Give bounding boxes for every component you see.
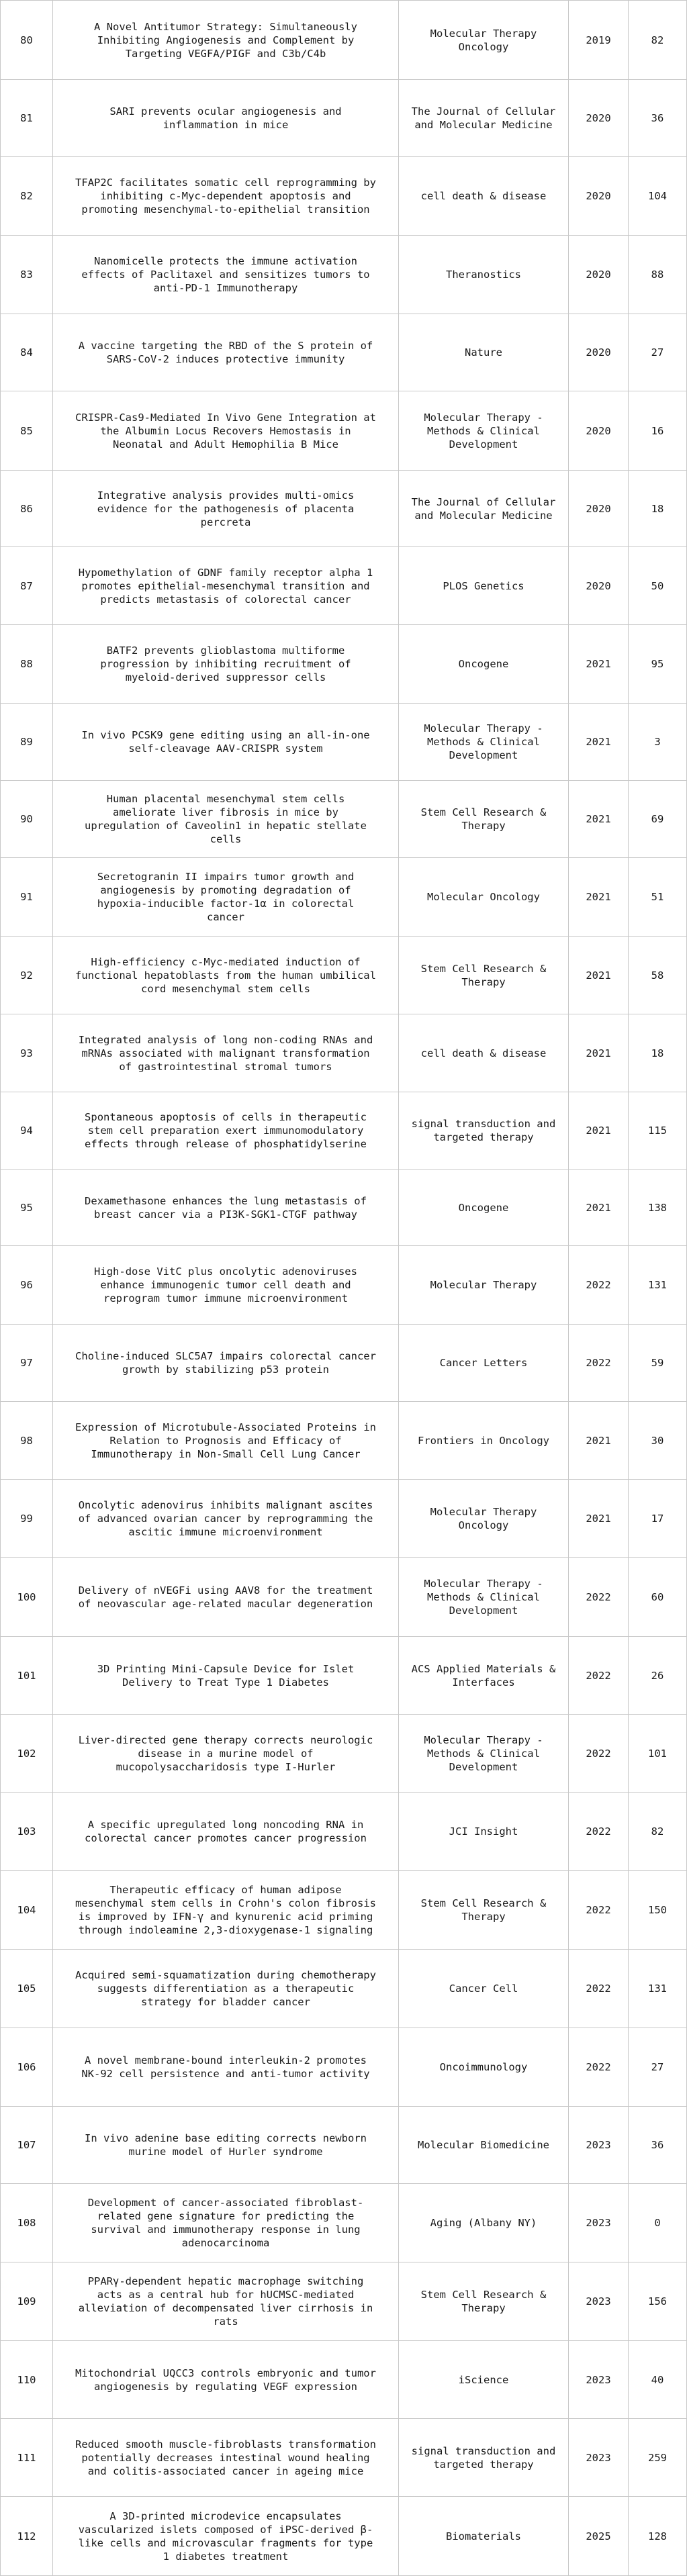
- table-row: [1, 1558, 687, 1637]
- row-number: 105: [1, 1950, 53, 2028]
- row-number: 85: [1, 391, 53, 470]
- citation-count: 115: [629, 1092, 687, 1169]
- journal-name: Stem Cell Research & Therapy: [399, 1871, 569, 1949]
- paper-title: Hypomethylation of GDNF family receptor alpha 1 promotes epithelial-mesenchymal transition and predicts metastasis of colorectal cancer: [53, 547, 399, 624]
- row-number: 90: [1, 781, 53, 857]
- publication-year: 2021: [569, 1092, 629, 1169]
- citation-count: 82: [629, 1793, 687, 1870]
- table-row: [1, 1, 687, 80]
- citation-count: 36: [629, 80, 687, 156]
- citation-count: 59: [629, 1325, 687, 1401]
- citation-count: 104: [629, 157, 687, 235]
- journal-name: signal transduction and targeted therapy: [399, 2419, 569, 2496]
- row-number: 98: [1, 1402, 53, 1479]
- journal-name: cell death & disease: [399, 157, 569, 235]
- publication-year: 2022: [569, 1715, 629, 1792]
- publication-year: 2020: [569, 157, 629, 235]
- row-number: 101: [1, 1637, 53, 1714]
- row-number: 95: [1, 1170, 53, 1245]
- table-row: [1, 2262, 687, 2341]
- paper-title: Development of cancer-associated fibroblast- related gene signature for predicting the survival and immunotherapy response in lung adenocarcinoma: [53, 2184, 399, 2262]
- row-number: 103: [1, 1793, 53, 1870]
- table-row: [1, 2184, 687, 2262]
- paper-title: BATF2 prevents glioblastoma multiforme progression by inhibiting recruitment of myeloid-derived suppressor cells: [53, 625, 399, 703]
- publication-year: 2023: [569, 2262, 629, 2340]
- row-number: 109: [1, 2262, 53, 2340]
- journal-name: Cancer Letters: [399, 1325, 569, 1401]
- paper-title: Nanomicelle protects the immune activation effects of Paclitaxel and sensitizes tumors to anti-PD-1 Immunotherapy: [53, 236, 399, 314]
- citation-count: 27: [629, 2028, 687, 2106]
- citation-count: 60: [629, 1558, 687, 1636]
- paper-title: TFAP2C facilitates somatic cell reprogramming by inhibiting c-Myc-dependent apoptosis and promoting mesenchymal-to-epithelial transition: [53, 157, 399, 235]
- row-number: 89: [1, 704, 53, 780]
- paper-title: Therapeutic efficacy of human adipose mesenchymal stem cells in Crohn's colon fibrosis is improved by IFN-γ and kynurenic acid priming through indoleamine 2,3-dioxygenase-1 signaling: [53, 1871, 399, 1949]
- journal-name: Molecular Therapy: [399, 1246, 569, 1324]
- journal-name: Theranostics: [399, 236, 569, 314]
- citation-count: 88: [629, 236, 687, 314]
- journal-name: Molecular Oncology: [399, 858, 569, 936]
- publication-year: 2023: [569, 2419, 629, 2496]
- paper-title: Integrated analysis of long non-coding RNAs and mRNAs associated with malignant transformation of gastrointestinal stromal tumors: [53, 1014, 399, 1092]
- citation-count: 150: [629, 1871, 687, 1949]
- table-row: [1, 1325, 687, 1402]
- table-row: [1, 1402, 687, 1480]
- row-number: 80: [1, 1, 53, 79]
- publication-year: 2021: [569, 781, 629, 857]
- journal-name: JCI Insight: [399, 1793, 569, 1870]
- table-row: [1, 1637, 687, 1715]
- table-row: [1, 391, 687, 471]
- table-row: [1, 1170, 687, 1246]
- journal-name: Stem Cell Research & Therapy: [399, 2262, 569, 2340]
- citation-count: 40: [629, 2341, 687, 2418]
- table-row: [1, 1871, 687, 1950]
- journal-name: Frontiers in Oncology: [399, 1402, 569, 1479]
- journal-name: iScience: [399, 2341, 569, 2418]
- journal-name: signal transduction and targeted therapy: [399, 1092, 569, 1169]
- paper-title: In vivo PCSK9 gene editing using an all-in-one self-cleavage AAV-CRISPR system: [53, 704, 399, 780]
- publication-year: 2025: [569, 2497, 629, 2575]
- table-row: [1, 157, 687, 236]
- paper-title: Expression of Microtubule-Associated Proteins in Relation to Prognosis and Efficacy of Immunotherapy in Non-Small Cell Lung Cancer: [53, 1402, 399, 1479]
- citation-count: 58: [629, 937, 687, 1014]
- citation-count: 128: [629, 2497, 687, 2575]
- journal-name: Molecular Biomedicine: [399, 2107, 569, 2183]
- publication-year: 2023: [569, 2107, 629, 2183]
- table-row: [1, 1014, 687, 1092]
- table-row: [1, 2341, 687, 2419]
- paper-title: Mitochondrial UQCC3 controls embryonic and tumor angiogenesis by regulating VEGF expression: [53, 2341, 399, 2418]
- journal-name: Aging (Albany NY): [399, 2184, 569, 2262]
- row-number: 100: [1, 1558, 53, 1636]
- citation-count: 156: [629, 2262, 687, 2340]
- journal-name: Oncoimmunology: [399, 2028, 569, 2106]
- paper-title: High-dose VitC plus oncolytic adenoviruses enhance immunogenic tumor cell death and reprogram tumor immune microenvironment: [53, 1246, 399, 1324]
- citation-count: 138: [629, 1170, 687, 1245]
- citation-count: 0: [629, 2184, 687, 2262]
- table-row: [1, 2497, 687, 2576]
- citation-count: 101: [629, 1715, 687, 1792]
- row-number: 110: [1, 2341, 53, 2418]
- citation-count: 18: [629, 471, 687, 546]
- paper-title: PPARγ-dependent hepatic macrophage switching acts as a central hub for hUCMSC-mediated alleviation of decompensated liver cirrhosis in rats: [53, 2262, 399, 2340]
- row-number: 93: [1, 1014, 53, 1092]
- table-row: [1, 547, 687, 625]
- paper-title: Acquired semi-squamatization during chemotherapy suggests differentiation as a therapeutic strategy for bladder cancer: [53, 1950, 399, 2028]
- table-row: [1, 2028, 687, 2107]
- journal-name: ACS Applied Materials & Interfaces: [399, 1637, 569, 1714]
- row-number: 82: [1, 157, 53, 235]
- paper-title: CRISPR-Cas9-Mediated In Vivo Gene Integration at the Albumin Locus Recovers Hemostasis in Neonatal and Adult Hemophilia B Mice: [53, 391, 399, 470]
- paper-title: Integrative analysis provides multi-omics evidence for the pathogenesis of placenta percreta: [53, 471, 399, 546]
- row-number: 104: [1, 1871, 53, 1949]
- citation-count: 3: [629, 704, 687, 780]
- paper-title: Dexamethasone enhances the lung metastasis of breast cancer via a PI3K-SGK1-CTGF pathway: [53, 1170, 399, 1245]
- paper-title: Choline-induced SLC5A7 impairs colorectal cancer growth by stabilizing p53 protein: [53, 1325, 399, 1401]
- row-number: 99: [1, 1480, 53, 1557]
- publication-year: 2022: [569, 1871, 629, 1949]
- journal-name: Molecular Therapy - Methods & Clinical Development: [399, 704, 569, 780]
- paper-title: Reduced smooth muscle-fibroblasts transformation potentially decreases intestinal wound healing and colitis-associated cancer in ageing mice: [53, 2419, 399, 2496]
- journal-name: Oncogene: [399, 1170, 569, 1245]
- table-row: [1, 1246, 687, 1325]
- table-row: [1, 2419, 687, 2497]
- table-row: [1, 625, 687, 704]
- journal-name: Cancer Cell: [399, 1950, 569, 2028]
- paper-title: Secretogranin II impairs tumor growth and angiogenesis by promoting degradation of hypoxia-inducible factor-1α in colorectal cancer: [53, 858, 399, 936]
- publication-year: 2022: [569, 1793, 629, 1870]
- table-row: [1, 1793, 687, 1871]
- citation-count: 69: [629, 781, 687, 857]
- paper-title: Delivery of nVEGFi using AAV8 for the treatment of neovascular age-related macular degeneration: [53, 1558, 399, 1636]
- publication-year: 2023: [569, 2341, 629, 2418]
- journal-name: Biomaterials: [399, 2497, 569, 2575]
- journal-name: Molecular Therapy Oncology: [399, 1480, 569, 1557]
- publication-year: 2020: [569, 80, 629, 156]
- table-row: [1, 1480, 687, 1558]
- row-number: 108: [1, 2184, 53, 2262]
- publication-year: 2021: [569, 625, 629, 703]
- citation-count: 36: [629, 2107, 687, 2183]
- table-row: [1, 471, 687, 547]
- paper-title: Spontaneous apoptosis of cells in therapeutic stem cell preparation exert immunomodulatory effects through release of phosphatidylserine: [53, 1092, 399, 1169]
- table-row: [1, 858, 687, 937]
- publication-year: 2020: [569, 314, 629, 391]
- publication-year: 2022: [569, 1246, 629, 1324]
- publication-year: 2019: [569, 1, 629, 79]
- citation-count: 18: [629, 1014, 687, 1092]
- publication-year: 2021: [569, 1170, 629, 1245]
- journal-name: PLOS Genetics: [399, 547, 569, 624]
- paper-title: High-efficiency c-Myc-mediated induction of functional hepatoblasts from the human umbilical cord mesenchymal stem cells: [53, 937, 399, 1014]
- citation-count: 17: [629, 1480, 687, 1557]
- publication-year: 2021: [569, 937, 629, 1014]
- paper-title: A vaccine targeting the RBD of the S protein of SARS-CoV-2 induces protective immunity: [53, 314, 399, 391]
- publication-year: 2021: [569, 1480, 629, 1557]
- citation-count: 259: [629, 2419, 687, 2496]
- row-number: 92: [1, 937, 53, 1014]
- row-number: 111: [1, 2419, 53, 2496]
- row-number: 87: [1, 547, 53, 624]
- row-number: 81: [1, 80, 53, 156]
- paper-title: Human placental mesenchymal stem cells ameliorate liver fibrosis in mice by upregulation of Caveolin1 in hepatic stellate cells: [53, 781, 399, 857]
- row-number: 112: [1, 2497, 53, 2575]
- publication-year: 2021: [569, 704, 629, 780]
- publication-year: 2022: [569, 1637, 629, 1714]
- citation-count: 131: [629, 1950, 687, 2028]
- citation-count: 50: [629, 547, 687, 624]
- citation-count: 131: [629, 1246, 687, 1324]
- citation-count: 30: [629, 1402, 687, 1479]
- table-row: [1, 704, 687, 781]
- journal-name: The Journal of Cellular and Molecular Medicine: [399, 80, 569, 156]
- row-number: 102: [1, 1715, 53, 1792]
- publication-year: 2020: [569, 391, 629, 470]
- paper-title: In vivo adenine base editing corrects newborn murine model of Hurler syndrome: [53, 2107, 399, 2183]
- table-row: [1, 937, 687, 1014]
- journal-name: Stem Cell Research & Therapy: [399, 781, 569, 857]
- paper-title: 3D Printing Mini-Capsule Device for Islet Delivery to Treat Type 1 Diabetes: [53, 1637, 399, 1714]
- citation-count: 51: [629, 858, 687, 936]
- journal-name: The Journal of Cellular and Molecular Medicine: [399, 471, 569, 546]
- table-row: [1, 781, 687, 858]
- publication-year: 2021: [569, 1402, 629, 1479]
- publication-year: 2022: [569, 2028, 629, 2106]
- table-row: [1, 236, 687, 314]
- publication-year: 2021: [569, 1014, 629, 1092]
- paper-title: Oncolytic adenovirus inhibits malignant ascites of advanced ovarian cancer by reprogramming the ascitic immune microenvironment: [53, 1480, 399, 1557]
- table-row: [1, 1950, 687, 2028]
- row-number: 88: [1, 625, 53, 703]
- journal-name: Oncogene: [399, 625, 569, 703]
- citation-count: 16: [629, 391, 687, 470]
- table-row: [1, 1092, 687, 1170]
- row-number: 84: [1, 314, 53, 391]
- publication-year: 2022: [569, 1558, 629, 1636]
- citation-count: 26: [629, 1637, 687, 1714]
- journal-name: Nature: [399, 314, 569, 391]
- journal-name: Molecular Therapy - Methods & Clinical Development: [399, 391, 569, 470]
- row-number: 107: [1, 2107, 53, 2183]
- journal-name: Molecular Therapy - Methods & Clinical Development: [399, 1715, 569, 1792]
- publication-year: 2020: [569, 236, 629, 314]
- row-number: 106: [1, 2028, 53, 2106]
- paper-title: A specific upregulated long noncoding RNA in colorectal cancer promotes cancer progression: [53, 1793, 399, 1870]
- journal-name: cell death & disease: [399, 1014, 569, 1092]
- table-row: [1, 314, 687, 391]
- row-number: 86: [1, 471, 53, 546]
- table-row: [1, 80, 687, 157]
- row-number: 96: [1, 1246, 53, 1324]
- journal-name: Molecular Therapy Oncology: [399, 1, 569, 79]
- table-row: [1, 2107, 687, 2184]
- row-number: 94: [1, 1092, 53, 1169]
- paper-title: A Novel Antitumor Strategy: Simultaneously Inhibiting Angiogenesis and Complement by Targeting VEGFA/PIGF and C3b/C4b: [53, 1, 399, 79]
- paper-title: A 3D-printed microdevice encapsulates vascularized islets composed of iPSC-derived β- like cells and microvascular fragments for type 1 diabetes treatment: [53, 2497, 399, 2575]
- paper-title: SARI prevents ocular angiogenesis and inflammation in mice: [53, 80, 399, 156]
- journal-name: Stem Cell Research & Therapy: [399, 937, 569, 1014]
- journal-name: Molecular Therapy - Methods & Clinical Development: [399, 1558, 569, 1636]
- row-number: 97: [1, 1325, 53, 1401]
- table-row: [1, 1715, 687, 1793]
- citation-count: 27: [629, 314, 687, 391]
- publication-year: 2022: [569, 1950, 629, 2028]
- publication-year: 2023: [569, 2184, 629, 2262]
- publication-year: 2021: [569, 858, 629, 936]
- publication-year: 2022: [569, 1325, 629, 1401]
- paper-title: A novel membrane-bound interleukin-2 promotes NK-92 cell persistence and anti-tumor activity: [53, 2028, 399, 2106]
- citation-count: 82: [629, 1, 687, 79]
- citation-count: 95: [629, 625, 687, 703]
- publication-year: 2020: [569, 547, 629, 624]
- publication-year: 2020: [569, 471, 629, 546]
- paper-title: Liver-directed gene therapy corrects neurologic disease in a murine model of mucopolysaccharidosis type I-Hurler: [53, 1715, 399, 1792]
- row-number: 91: [1, 858, 53, 936]
- row-number: 83: [1, 236, 53, 314]
